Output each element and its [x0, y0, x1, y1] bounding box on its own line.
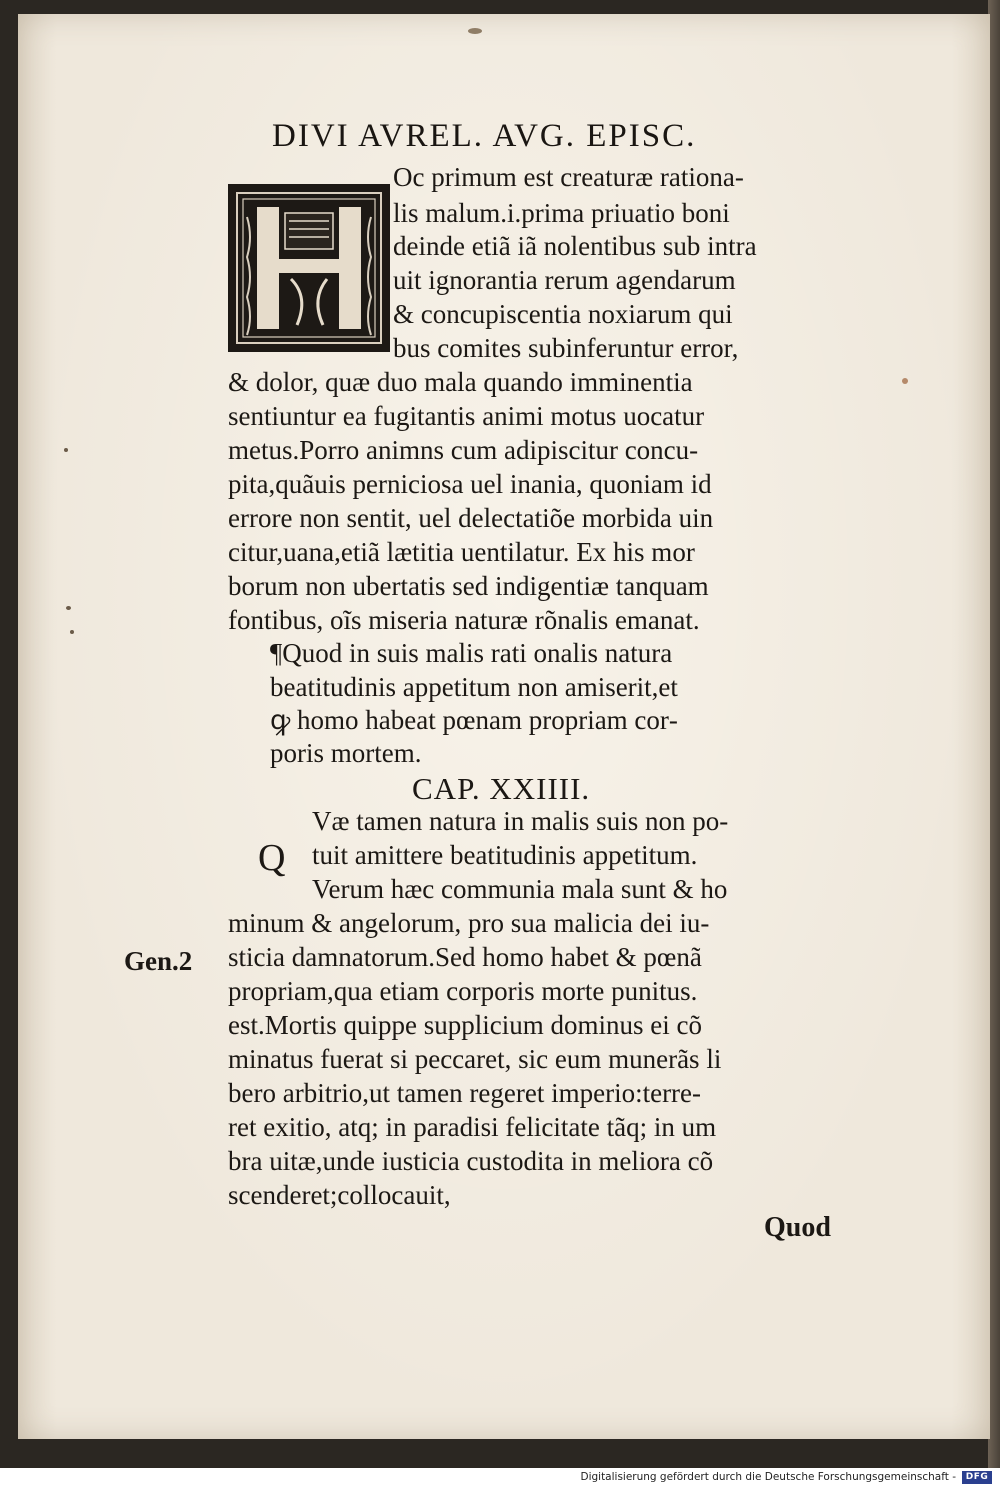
text-line: & dolor, quæ duo mala quando imminentia: [228, 367, 693, 397]
ink-speck: [70, 630, 74, 634]
text-line: errore non sentit, uel delectatiõe morbida uin: [228, 503, 714, 533]
text-line: minum & angelorum, pro sua malicia dei iu‑: [228, 908, 710, 938]
text-line: propriam,qua etiam corporis morte punitus.: [228, 976, 698, 1006]
text-line: scenderet;collocauit,: [228, 1180, 451, 1210]
dfg-logo-icon: DFG: [962, 1471, 992, 1484]
text-line: sticia damnatorum.Sed homo habet & pœnã: [228, 942, 702, 972]
text-line: deinde etiã iã nolentibus sub intra: [393, 231, 757, 261]
text-line: sentiuntur ea fugitantis animi motus uocatur: [228, 401, 705, 431]
catchword: Quod: [764, 1212, 831, 1243]
text-line: Verum hæc communia mala sunt & ho: [312, 874, 728, 904]
footer-bar: [0, 1468, 1000, 1488]
text-line: bra uitæ,unde iusticia custodita in meliora cõ: [228, 1146, 714, 1176]
chapter-summary-line: poris mortem.: [270, 738, 422, 768]
ink-speck: [902, 378, 908, 384]
footer-credit: Digitalisierung gefördert durch die Deutsche Forschungsgemeinschaft -: [580, 1471, 956, 1483]
text-line: minatus fuerat si peccaret, sic eum munerãs li: [228, 1044, 722, 1074]
marginal-note: Gen.2: [124, 946, 193, 976]
text-line: lis malum.i.prima priuatio boni: [393, 198, 730, 228]
ink-speck: [468, 28, 482, 34]
text-line: ret exitio, atq; in paradisi felicitate tãq; in um: [228, 1112, 717, 1142]
text-line: est.Mortis quippe supplicium dominus ei cõ: [228, 1010, 702, 1040]
text-line: borum non ubertatis sed indigentiæ tanquam: [228, 571, 709, 601]
text-line: metus.Porro animns cum adipiscitur concu‑: [228, 435, 699, 465]
text-line: & concupiscentia noxiarum qui: [393, 299, 733, 329]
text-line: uit ignorantia rerum agendarum: [393, 265, 736, 295]
text-line: tuit amittere beatitudinis appetitum.: [312, 840, 698, 870]
chapter-initial: Q: [258, 837, 286, 879]
text-line: Væ tamen natura in malis suis non po‑: [312, 806, 729, 836]
text-line: bus comites subinferuntur error,: [393, 333, 739, 363]
woodcut-initial-h-icon: [228, 184, 390, 352]
chapter-summary-line: ¶Quod in suis malis rati onalis natura: [270, 638, 673, 668]
text-line: citur,uana,etiã lætitia uentilatur. Ex his mor: [228, 537, 695, 567]
chapter-summary-line: beatitudinis appetitum non amiserit,et: [270, 672, 678, 702]
ink-speck: [64, 448, 68, 452]
text-line: fontibus, oĩs miseria naturæ rõnalis emanat.: [228, 605, 700, 635]
chapter-summary-line: ꝙ homo habeat pœnam propriam cor‑: [270, 705, 678, 735]
text-line: pita,quãuis perniciosa uel inania, quoniam id: [228, 469, 712, 499]
text-line: bero arbitrio,ut tamen regeret imperio:terre‑: [228, 1078, 702, 1108]
ink-speck: [66, 606, 71, 610]
running-head: DIVI AVREL. AVG. EPISC.: [272, 118, 697, 154]
text-line: Oc primum est creaturæ rationa‑: [393, 162, 744, 192]
chapter-heading: CAP. XXIIII.: [412, 771, 591, 806]
